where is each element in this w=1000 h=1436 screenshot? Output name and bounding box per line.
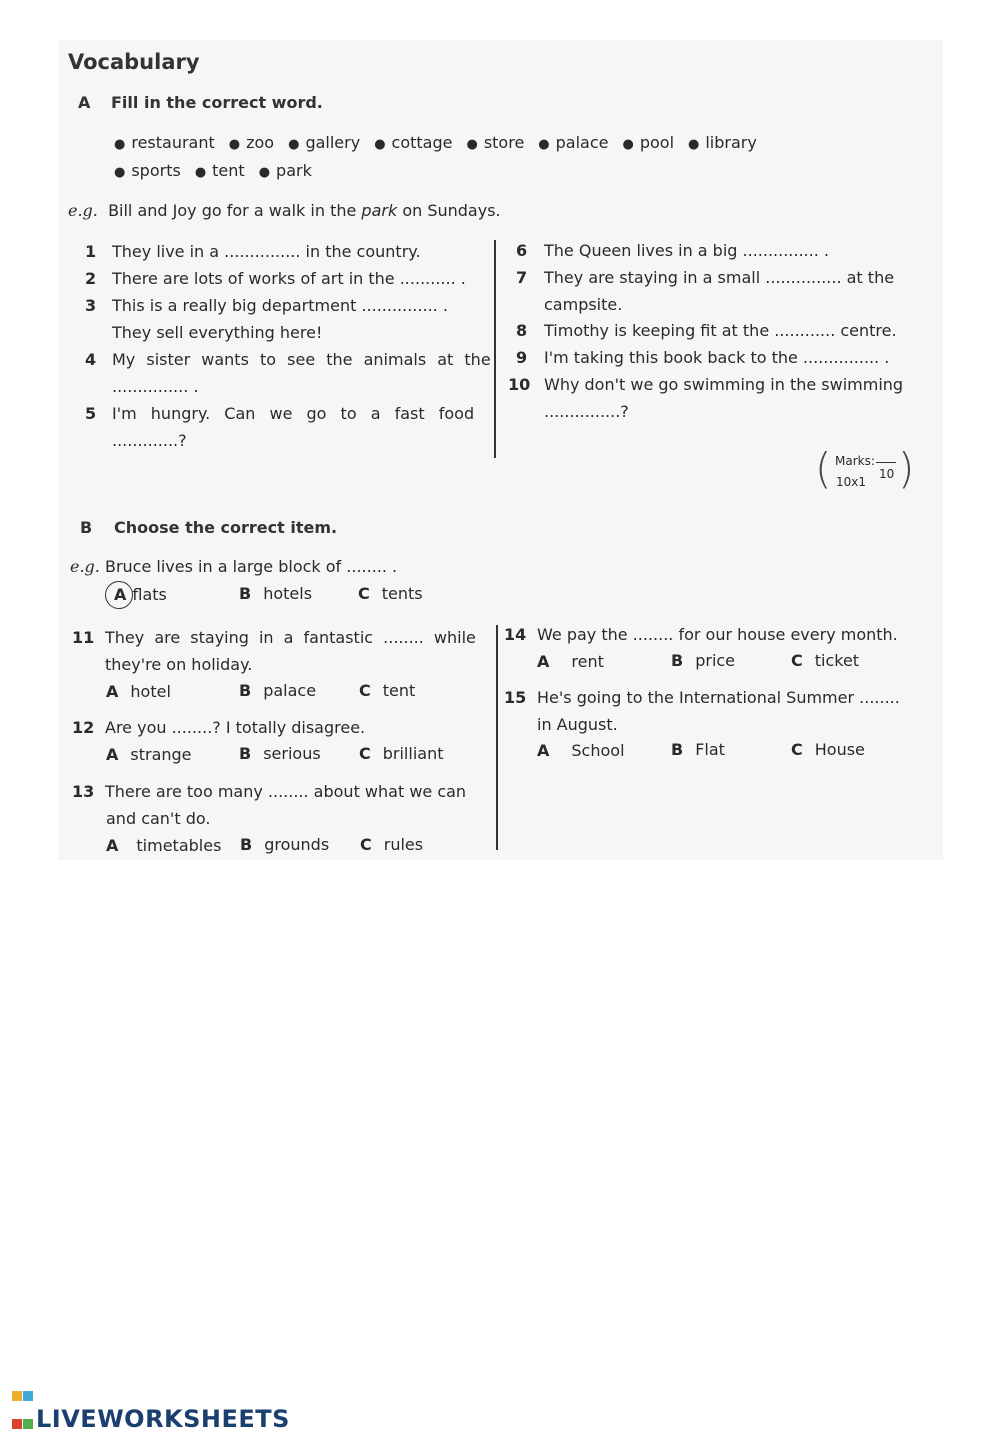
question-text: My sister wants to see the animals at the <box>112 350 491 369</box>
question-15-option-c <box>791 740 865 760</box>
question-3-line-2: They sell everything here! <box>112 323 323 342</box>
question-15-line-2: in August. <box>537 715 618 734</box>
question-13-line-2: and can't do. <box>106 809 211 828</box>
question-15-option-b <box>671 740 725 760</box>
question-text: I'm hungry. Can we go to a fast food <box>112 404 475 423</box>
question-4-line-2: ............... . <box>112 377 199 396</box>
section-title: Vocabulary <box>68 50 200 74</box>
question-number: 4 <box>85 350 97 369</box>
example-label: e.g. <box>70 557 100 576</box>
word-bank-item: library <box>705 133 757 152</box>
option-letter: C <box>791 651 803 670</box>
question-11-option-b <box>239 681 316 701</box>
question-12-option-c <box>359 744 443 764</box>
question-15 <box>504 688 900 708</box>
bullet-icon: ● <box>538 137 550 152</box>
option-text: tent <box>382 681 416 700</box>
option-text: Flat <box>695 740 725 759</box>
question-text: They are staying in a small ............... at the <box>544 268 895 287</box>
example-label: e.g. <box>68 201 98 220</box>
option-text: hotel <box>130 682 171 701</box>
option-text: rent <box>571 652 604 671</box>
option-letter: C <box>358 584 370 603</box>
option-letter: C <box>359 681 371 700</box>
option-text: serious <box>263 744 321 763</box>
option-text: palace <box>263 681 317 700</box>
option-letter: B <box>239 744 252 763</box>
part-a-example <box>68 201 501 221</box>
option-letter: A <box>106 836 119 855</box>
question-11-line-2: they're on holiday. <box>105 655 253 674</box>
question-number: 5 <box>85 404 97 423</box>
marks-calc: 10x1 <box>836 475 867 489</box>
question-2 <box>85 269 466 289</box>
question-11-option-c <box>359 681 415 701</box>
question-12-option-b <box>239 744 321 764</box>
option-letter: B <box>240 835 253 854</box>
question-14 <box>504 625 898 645</box>
question-text: Are you ........? I totally disagree. <box>105 718 366 737</box>
option-letter: A <box>106 682 119 701</box>
bullet-icon: ● <box>228 137 241 152</box>
column-divider-b <box>496 625 498 850</box>
question-number: 9 <box>516 348 528 367</box>
question-14-option-a <box>537 652 604 672</box>
question-5 <box>85 404 474 424</box>
part-b-letter: B <box>80 518 93 537</box>
question-11-option-a <box>106 682 171 702</box>
question-number: 7 <box>516 268 528 287</box>
word-bank-row-1 <box>114 133 771 155</box>
question-text: There are too many ........ about what we can <box>105 782 467 801</box>
question-number: 12 <box>72 718 95 737</box>
question-text: This is a really big department ............... . <box>112 296 448 315</box>
question-13 <box>72 782 466 802</box>
question-text: They are staying in a fantastic ........ while <box>105 628 476 647</box>
question-text: I'm taking this book back to the ............... . <box>544 348 890 367</box>
option-letter: B <box>239 584 252 603</box>
option-text: brilliant <box>382 744 444 763</box>
question-number: 2 <box>85 269 97 288</box>
option-letter: A <box>106 745 119 764</box>
word-bank-item: park <box>276 161 312 180</box>
option-text: flats <box>132 585 167 604</box>
question-number: 3 <box>85 296 97 315</box>
marks-line <box>876 462 896 463</box>
question-text: He's going to the International Summer ........ <box>537 688 900 707</box>
example-option-c <box>358 584 423 604</box>
question-number: 13 <box>72 782 95 801</box>
marks-label: Marks: <box>835 454 875 468</box>
question-11 <box>72 628 476 648</box>
liveworksheets-logo[interactable] <box>12 1380 290 1433</box>
word-bank-item: palace <box>555 133 609 152</box>
question-number: 1 <box>85 242 97 261</box>
option-text: grounds <box>264 835 330 854</box>
bullet-icon: ● <box>114 165 126 180</box>
question-1 <box>85 242 421 262</box>
question-5-line-2: .............? <box>112 431 187 450</box>
option-letter: B <box>671 651 684 670</box>
option-text: School <box>571 741 625 760</box>
question-text: The Queen lives in a big ............... . <box>544 241 829 260</box>
question-text: Timothy is keeping fit at the ............ centre. <box>544 321 897 340</box>
question-4 <box>85 350 491 370</box>
example-option-a <box>114 585 167 605</box>
bullet-icon: ● <box>466 137 478 152</box>
logo-text: LIVEWORKSHEETS <box>36 1405 290 1433</box>
bullet-icon: ● <box>374 137 386 152</box>
marks-right-paren: ) <box>898 444 915 493</box>
option-letter: B <box>239 681 252 700</box>
word-bank-item: store <box>483 133 525 152</box>
question-number: 11 <box>72 628 95 647</box>
option-letter: A <box>114 585 127 604</box>
option-text: tents <box>381 584 423 603</box>
question-12-option-a <box>106 745 192 765</box>
word-bank-row-2 <box>114 161 326 183</box>
option-letter: C <box>791 740 803 759</box>
option-text: House <box>814 740 865 759</box>
option-letter: A <box>537 741 550 760</box>
part-a-letter: A <box>78 93 91 112</box>
question-12 <box>72 718 365 738</box>
option-text: ticket <box>814 651 860 670</box>
question-text: Why don't we go swimming in the swimming <box>544 375 904 394</box>
option-text: timetables <box>136 836 222 855</box>
question-number: 10 <box>508 375 531 394</box>
word-bank-item: tent <box>212 161 245 180</box>
question-10-line-2: ...............? <box>544 402 629 421</box>
example-answer: park <box>361 201 398 220</box>
word-bank-item: zoo <box>246 133 275 152</box>
option-letter: C <box>359 744 371 763</box>
bullet-icon: ● <box>194 165 207 180</box>
question-14-option-b <box>671 651 735 671</box>
column-divider <box>494 240 496 458</box>
question-10 <box>508 375 903 395</box>
part-b-instruction: Choose the correct item. <box>114 518 338 537</box>
word-bank-item: pool <box>639 133 675 152</box>
word-bank-item: restaurant <box>131 133 215 152</box>
option-text: price <box>695 651 736 670</box>
part-b-example <box>70 557 397 577</box>
question-6 <box>516 241 829 261</box>
logo-blocks-icon <box>12 1380 34 1402</box>
question-text: They live in a ............... in the country. <box>112 242 421 261</box>
question-13-option-c <box>360 835 423 855</box>
part-a-instruction: Fill in the correct word. <box>111 93 323 112</box>
word-bank-item: gallery <box>305 133 361 152</box>
word-bank-item: sports <box>131 161 181 180</box>
bullet-icon: ● <box>288 137 300 152</box>
option-text: hotels <box>263 584 313 603</box>
option-letter: A <box>537 652 550 671</box>
question-text: There are lots of works of art in the ........... . <box>112 269 466 288</box>
question-15-option-a <box>537 741 625 761</box>
option-letter: C <box>360 835 372 854</box>
marks-total: 10 <box>879 467 895 481</box>
marks-left-paren: ( <box>815 444 832 493</box>
question-text: We pay the ........ for our house every month. <box>537 625 898 644</box>
question-7 <box>516 268 894 288</box>
question-13-option-a <box>106 836 221 856</box>
bullet-icon: ● <box>258 165 271 180</box>
question-9 <box>516 348 889 368</box>
question-number: 15 <box>504 688 527 707</box>
word-bank-item: cottage <box>391 133 453 152</box>
question-number: 6 <box>516 241 528 260</box>
option-text: rules <box>383 835 424 854</box>
bullet-icon: ● <box>622 137 634 152</box>
question-7-line-2: campsite. <box>544 295 623 314</box>
question-3 <box>85 296 448 316</box>
question-13-option-b <box>240 835 329 855</box>
example-text: Bruce lives in a large block of ........ . <box>104 557 398 576</box>
question-number: 8 <box>516 321 528 340</box>
bullet-icon: ● <box>114 137 126 152</box>
example-option-b <box>239 584 312 604</box>
bullet-icon: ● <box>688 137 700 152</box>
option-text: strange <box>130 745 192 764</box>
option-letter: B <box>671 740 684 759</box>
question-8 <box>516 321 897 341</box>
question-14-option-c <box>791 651 859 671</box>
example-after: on Sundays. <box>397 201 501 220</box>
example-before: Bill and Joy go for a walk in the <box>108 201 362 220</box>
question-number: 14 <box>504 625 527 644</box>
